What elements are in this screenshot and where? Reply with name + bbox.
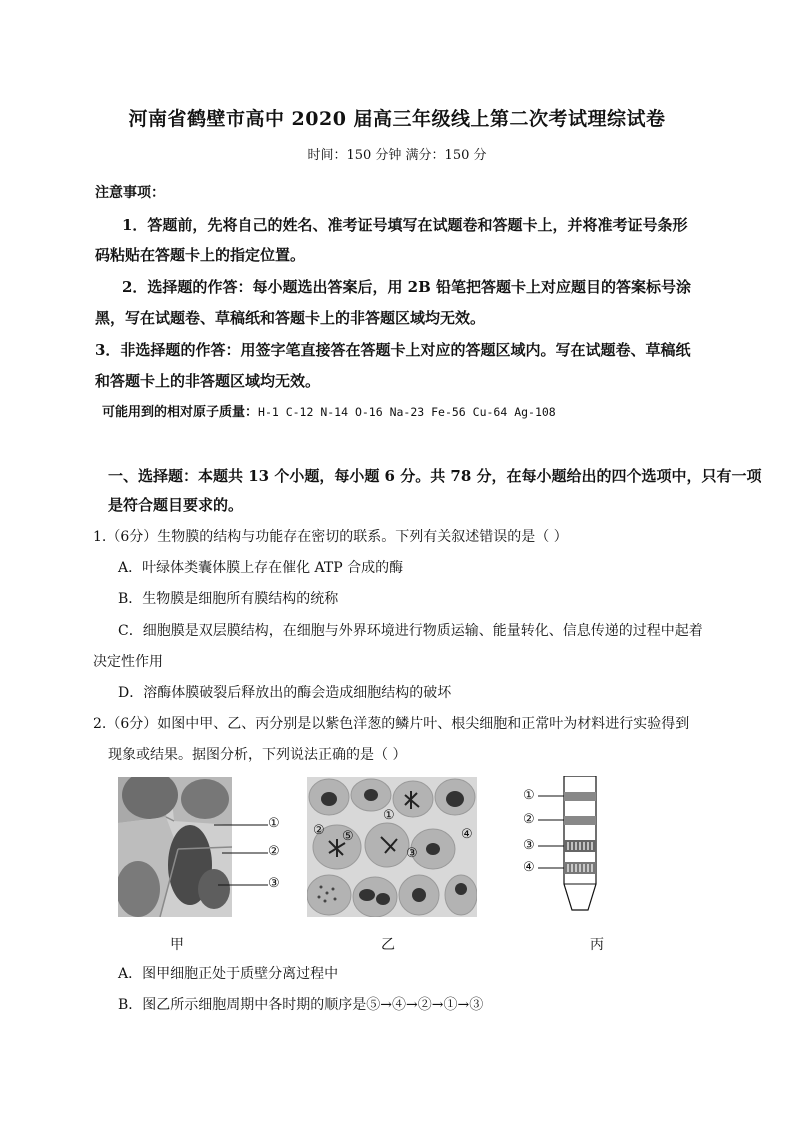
figure-yi-marker-2: ② bbox=[313, 823, 325, 838]
q1-option-b: B．生物膜是细胞所有膜结构的统称 bbox=[118, 591, 339, 607]
q1-option-d: D．溶酶体膜破裂后释放出的酶会造成细胞结构的破坏 bbox=[118, 685, 452, 701]
figure-jia-marker-1: ① bbox=[268, 816, 280, 831]
atomic-mass-line bbox=[102, 401, 556, 420]
atomic-mass-values: H-1 C-12 N-14 O-16 Na-23 Fe-56 Cu-64 Ag-108 bbox=[258, 405, 556, 419]
figure-bing-caption: 丙 bbox=[590, 937, 604, 953]
q2-option-a: A．图甲细胞正处于质壁分离过程中 bbox=[118, 966, 339, 982]
q1-option-c-line2: 决定性作用 bbox=[93, 654, 163, 670]
figure-jia-marker-2: ② bbox=[268, 844, 280, 859]
notice-item1-line2: 码粘贴在答题卡上的指定位置。 bbox=[95, 246, 306, 264]
q2-stem-line1: 2.（6分）如图中甲、乙、丙分别是以紫色洋葱的鳞片叶、根尖细胞和正常叶为材料进行实验得到 bbox=[93, 716, 690, 732]
q1-option-a: A．叶绿体类囊体膜上存在催化 ATP 合成的酶 bbox=[118, 560, 404, 576]
figure-yi-marker-5: ⑤ bbox=[342, 829, 354, 844]
q1-option-c-line1: C．细胞膜是双层膜结构，在细胞与外界环境进行物质运输、能量转化、信息传递的过程中起着 bbox=[118, 623, 703, 639]
figure-yi-marker-3: ③ bbox=[406, 846, 418, 861]
figure-jia-image bbox=[118, 777, 293, 917]
figure-yi-marker-4: ④ bbox=[461, 827, 473, 842]
notice-heading: 注意事项： bbox=[95, 185, 165, 201]
figure-yi-marker-1: ① bbox=[383, 808, 395, 823]
notice-item2-line2: 黑，写在试题卷、草稿纸和答题卡上的非答题区域均无效。 bbox=[95, 309, 486, 327]
figure-bing-marker-4: ④ bbox=[523, 860, 535, 875]
figure-jia-caption: 甲 bbox=[170, 937, 184, 953]
figure-bing-marker-3: ③ bbox=[523, 838, 535, 853]
q2-option-b: B．图乙所示细胞周期中各时期的顺序是⑤→④→②→①→③ bbox=[118, 997, 484, 1013]
section1-heading-line2: 是符合题目要求的。 bbox=[108, 496, 244, 514]
figure-yi-image bbox=[307, 777, 477, 917]
figure-bing-marker-1: ① bbox=[523, 788, 535, 803]
figure-jia-marker-3: ③ bbox=[268, 876, 280, 891]
notice-item3-line2: 和答题卡上的非答题区域均无效。 bbox=[95, 372, 321, 390]
exam-subtitle: 时间：150 分钟 满分：150 分 bbox=[307, 148, 487, 163]
exam-title: 河南省鹤壁市高中 2020 届高三年级线上第二次考试理综试卷 bbox=[128, 108, 666, 130]
q1-stem: 1.（6分）生物膜的结构与功能存在密切的联系。下列有关叙述错误的是（ ） bbox=[93, 529, 568, 545]
notice-item2-line1: 2．选择题的作答：每小题选出答案后，用 2B 铅笔把答题卡上对应题目的答案标号涂 bbox=[122, 278, 692, 296]
figure-bing-marker-2: ② bbox=[523, 812, 535, 827]
notice-item1-line1: 1．答题前，先将自己的姓名、准考证号填写在试题卷和答题卡上，并将准考证号条形 bbox=[122, 216, 688, 234]
section1-heading-line1: 一、选择题：本题共 13 个小题，每小题 6 分。共 78 分，在每小题给出的四个选项中，只有一项 bbox=[108, 467, 762, 485]
notice-item3-line1: 3．非选择题的作答：用签字笔直接答在答题卡上对应的答题区域内。写在试题卷、草稿纸 bbox=[95, 341, 691, 359]
atomic-mass-label: 可能用到的相对原子质量： bbox=[102, 405, 259, 420]
figure-yi-caption: 乙 bbox=[381, 937, 395, 953]
q2-stem-line2: 现象或结果。据图分析，下列说法正确的是（ ） bbox=[108, 747, 407, 763]
